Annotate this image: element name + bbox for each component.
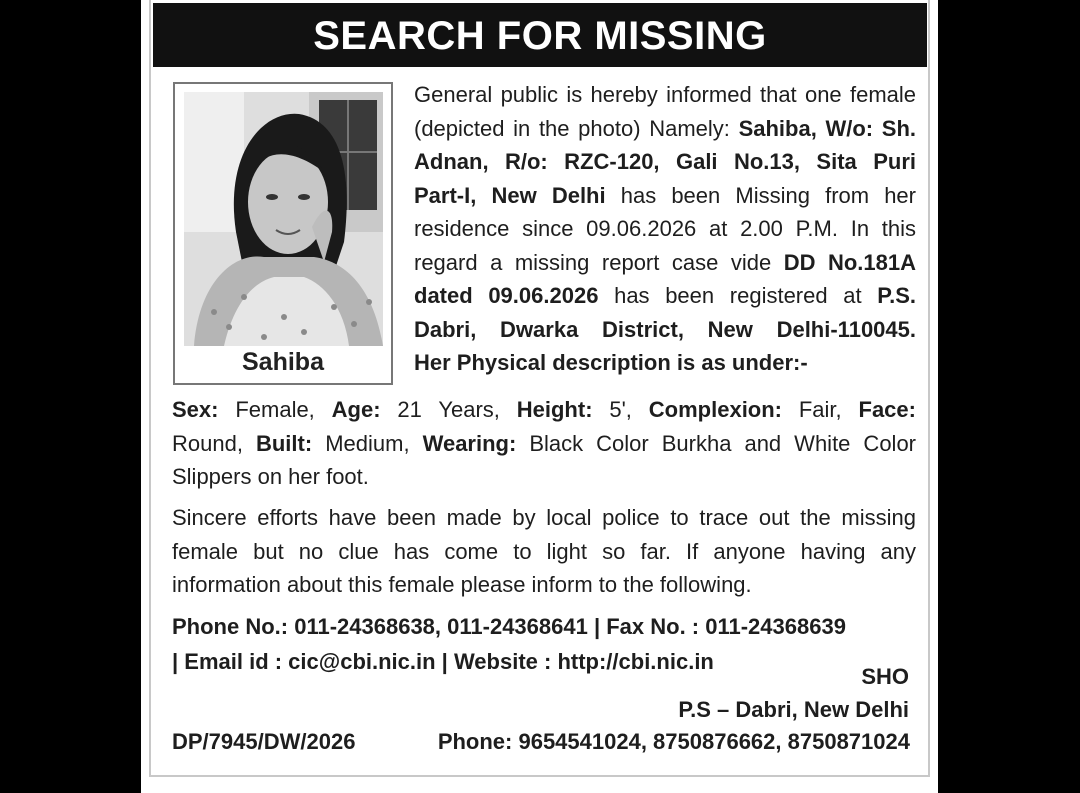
text-segment: Height: — [516, 397, 610, 422]
email-website-line: | Email id : cic@cbi.nic.in | Website : http://cbi.nic.in — [172, 649, 714, 674]
contact-block — [172, 609, 916, 679]
missing-person-photo — [184, 92, 383, 346]
text-segment: Sahiba, W/o: Sh. — [738, 115, 916, 141]
text-segment: Slippers on her foot. — [172, 464, 369, 489]
intro-paragraph — [414, 78, 916, 380]
text-segment: P.S. — [877, 283, 916, 308]
sho-title: SHO — [861, 664, 909, 689]
phone-fax-line: Phone No.: 011-24368638, 011-24368641 | Fax No. : 011-24368639 — [172, 614, 846, 639]
text-line — [172, 535, 916, 569]
text-segment: 21 Years, — [397, 397, 517, 422]
text-segment: 5', — [609, 397, 649, 422]
text-segment: information about this female please inform to the following. — [172, 572, 752, 597]
text-segment: Black Color Burkha and White Color — [529, 430, 917, 456]
text-segment: Face: — [858, 397, 916, 422]
text-segment: DD No.181A — [783, 249, 917, 275]
text-segment: Built: — [255, 430, 326, 456]
photo-caption: Sahiba — [242, 348, 324, 376]
text-segment: residence since 09.06.2026 at 2.00 P.M. In this — [414, 216, 916, 241]
text-segment: Dabri, Dwarka District, New Delhi-110045. — [414, 316, 916, 342]
text-line — [414, 246, 916, 280]
text-line — [414, 212, 916, 246]
text-segment: Her Physical description is as under:- — [414, 350, 808, 375]
photo-frame — [173, 82, 393, 385]
text-segment: regard a missing report case vide — [414, 249, 784, 275]
text-line — [414, 346, 916, 380]
text-line — [414, 112, 916, 146]
text-segment: Part-I, New Delhi — [414, 182, 621, 208]
text-segment: Sincere efforts have been made by local police to trace out the missing — [172, 505, 916, 530]
text-segment: General public is hereby informed that one female — [414, 82, 916, 107]
text-segment: has been Missing from her — [620, 182, 916, 208]
text-line — [414, 313, 916, 347]
text-line — [172, 393, 916, 427]
text-segment: Complexion: — [648, 397, 799, 422]
text-segment: Age: — [331, 397, 398, 422]
text-segment: Sex: — [172, 397, 236, 422]
text-line — [172, 501, 916, 535]
text-line — [414, 78, 916, 112]
text-segment: Medium, — [325, 430, 423, 456]
text-segment: (depicted in the photo) Namely: — [414, 115, 739, 141]
portrait-image — [184, 92, 383, 346]
text-segment: Round, — [172, 430, 256, 456]
text-segment: female but no clue has come to light so far. If anyone having any — [172, 538, 916, 564]
text-segment: Wearing: — [422, 430, 530, 456]
text-line — [414, 179, 916, 213]
text-line — [172, 568, 916, 602]
text-line — [172, 427, 916, 461]
text-line — [172, 460, 916, 494]
text-segment: Fair, — [798, 397, 859, 422]
notice-title: SEARCH FOR MISSING — [153, 3, 927, 67]
physical-description — [172, 393, 916, 494]
text-line — [414, 145, 916, 179]
sho-phone-numbers: Phone: 9654541024, 8750876662, 8750871024 — [437, 729, 910, 754]
police-station: P.S – Dabri, New Delhi — [678, 697, 909, 722]
text-segment: Female, — [235, 397, 332, 422]
footer-line — [172, 729, 910, 755]
text-segment: has been registered at — [614, 283, 878, 308]
text-line — [414, 279, 916, 313]
efforts-paragraph — [172, 501, 916, 602]
reference-number: DP/7945/DW/2026 — [172, 729, 356, 754]
text-segment: dated 09.06.2026 — [414, 283, 615, 308]
text-segment: Adnan, R/o: RZC-120, Gali No.13, Sita Puri — [414, 149, 916, 174]
